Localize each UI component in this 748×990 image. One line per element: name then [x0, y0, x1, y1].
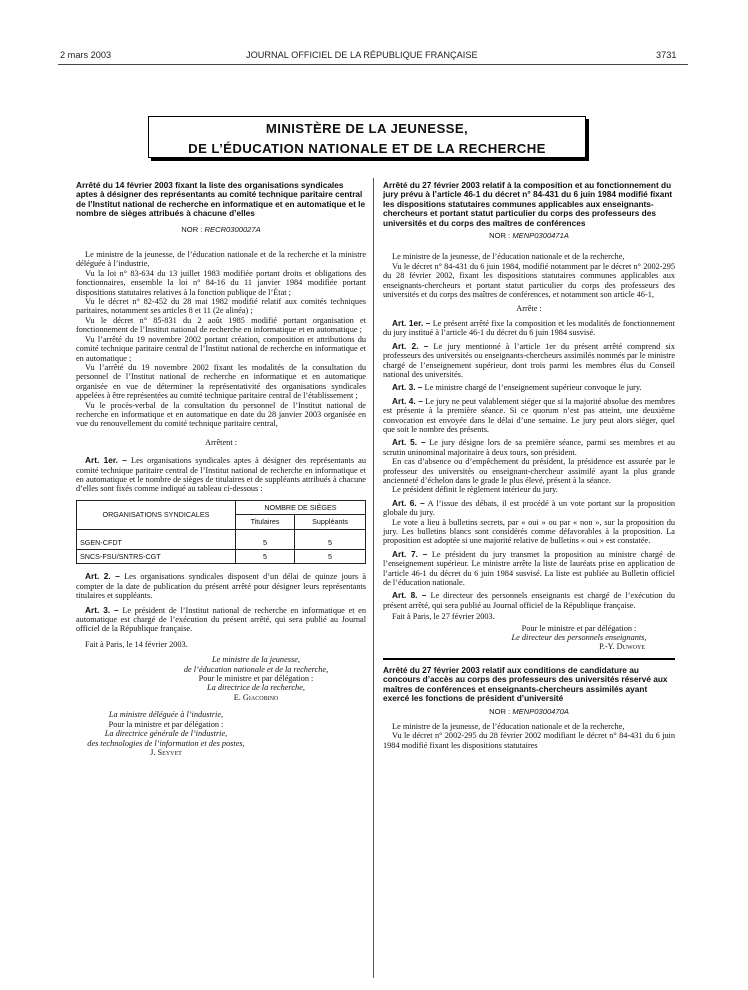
left-decree-title: Arrêté du 14 février 2003 fixant la liste des organisations syndicales aptes à désigner des représentants au comité technique paritaire central de l’Institut national de recherche en informatique et en automatique et le nombre de sièges attribués à chacune d’elles [76, 180, 366, 219]
table-header-titulaires: Titulaires [235, 515, 294, 529]
right-article-4 [383, 397, 675, 435]
right-para: Le vote a lieu à bulletins secrets, par « oui » ou par « non », sur la proposition du jury. Les bulletins blancs sont considérés comme défavorables à la proposition. La proposition est adoptée si une majorité relative de bulletins « oui » est constatée. [383, 517, 675, 546]
left-column [76, 181, 366, 757]
right-article-3 [383, 383, 675, 392]
signature-line: Pour la ministre et par délégation : [108, 719, 224, 729]
left-nor [76, 225, 366, 234]
table-row [77, 529, 366, 549]
nor-label: NOR : [181, 224, 203, 234]
signature-line: La ministre déléguée à l’industrie, [108, 710, 224, 720]
right-para: En cas d’absence ou d’empêchement du président, la présidence est assurée par le professeur des universités ou enseignant-chercheur assimilé ayant la plus grande ancienneté d’échelon dans le grade le plus élevé, présent à la séance. [383, 457, 675, 485]
header-page-number: 3731 [656, 50, 677, 60]
right-para: Vu le décret n° 84-431 du 6 juin 1984, modifié notamment par le décret n° 2002-295 du 28 février 2002, fixant les dispositions statutaires communes applicables aux enseignants-chercheurs et portant statut particulier du corps des professeurs des universités et du corps des maîtres de conférences, et notamment son article 46-1, [383, 261, 675, 300]
table-header-seats: NOMBRE DE SIÈGES [235, 500, 365, 514]
table-row [77, 550, 366, 564]
signature-line: Pour le ministre et par délégation : [521, 623, 637, 633]
arretent-heading: Arrêtent : [204, 437, 238, 447]
article-label: Art. 8. – [392, 590, 427, 601]
nor-label: NOR : [489, 231, 511, 241]
article-text: Le directeur des personnels enseignants est chargé de l’exécution du présent arrêté, qui sera publié au Journal officiel de la République française. [383, 591, 676, 610]
left-article-1 [76, 456, 366, 494]
right-decree-title-2: Arrêté du 27 février 2003 relatif aux conditions de candidature au concours d’accès au corps des professeurs des universités réservé aux maîtres de conférences et enseignants-chercheurs assimilés ayant exercé les fonctions de président d’université [383, 664, 668, 704]
article-text: Le présent arrêté fixe la composition et les modalités de fonctionnement du jury institué à l’article 46-1 du décret du 6 juin 1984 susvisé. [383, 318, 675, 338]
left-para: Vu l’arrêté du 19 novembre 2002 portant création, composition et attributions du comité technique paritaire central de l’Institut national de recherche en informatique et en automatique ; [76, 334, 366, 363]
article-label: Art. 7. – [392, 548, 428, 559]
left-para: Vu le décret n° 82-452 du 28 mai 1982 modifié relatif aux comités techniques paritaires, notamment ses articles 8 et 11 (2e alinéa) ; [76, 297, 366, 316]
right-para: Le ministre de la jeunesse, de l’éducation nationale et de la recherche, [392, 721, 625, 731]
table-cell-org: SNCS-FSU/SNTRS-CGT [77, 550, 236, 564]
seats-table [76, 500, 366, 565]
arrete-heading: Arrête : [516, 304, 542, 314]
signature-line: La directrice de la recherche, [207, 683, 305, 693]
right-para: Vu le décret n° 2002-295 du 28 février 2002 modifiant le décret n° 84-431 du 6 juin 1984 modifié fixant les dispositions statutaires [383, 731, 675, 750]
article-text: Le jury désigne lors de sa première séance, parmi ses membres et au scrutin uninominal majoritaire à deux tours, son président. [383, 438, 675, 457]
signature-line: La directrice générale de l’industrie, [104, 729, 228, 739]
left-para: Le ministre de la jeunesse, de l’éducation nationale et de la recherche et la ministre déléguée à l’industrie, [76, 250, 366, 269]
right-article-2 [383, 342, 675, 380]
signature-line: de l’éducation nationale et de la recherche, [183, 664, 329, 674]
right-signature-block [483, 624, 675, 652]
table-cell-suppleants: 5 [295, 529, 366, 549]
left-para: Vu le décret n° 85-831 du 2 août 1985 modifié portant organisation et fonctionnement de l’Institut national de recherche en informatique et en automatique ; [76, 315, 366, 335]
right-para: Le ministre de la jeunesse, de l’éducation nationale et de la recherche, [392, 252, 625, 262]
left-signature-block-1 [146, 655, 366, 702]
right-article-7 [383, 550, 675, 588]
article-text: Le président du jury transmet la proposition au ministre chargé de l’enseignement supérieur. Le ministre arrête la liste de lauréats prise en application de l’article 46-1 du décret du 6 juin 1984 susvisé. La liste est publiée au Bulletin officiel de l’éducation nationale. [383, 549, 676, 588]
article-text: Le jury mentionné à l’article 1er du présent arrêté comprend six professeurs des universités ou enseignants-chercheurs assimilés nommés par le ministre chargé de l’enseignement supérieur, dont trois parmi les membres élus du Conseil national des universités. [383, 341, 676, 379]
right-article-6 [383, 499, 675, 518]
signature-line: Le directeur des personnels enseignants, [511, 633, 647, 643]
signature-line: des technologies de l’information et des postes, [87, 738, 245, 748]
table-header-suppleants: Suppléants [295, 515, 366, 529]
right-nor [383, 231, 675, 240]
decree-separator-rule [383, 658, 675, 660]
signature-line: Le ministre de la jeunesse, [212, 655, 300, 665]
header-journal: JOURNAL OFFICIEL DE LA RÉPUBLIQUE FRANÇAISE [246, 50, 478, 60]
right-para: Le président définit le règlement intérieur du jury. [392, 485, 558, 495]
table-cell-suppleants: 5 [295, 550, 366, 564]
article-text: Les organisations syndicales disposent d’un délai de quinze jours à compter de la date de publication du présent arrêté pour désigner leurs représentants titulaires et suppléants. [76, 572, 367, 601]
article-label: Art. 5. – [392, 437, 426, 448]
nor-code: MENP0300470A [512, 706, 569, 716]
header-rule [58, 64, 688, 65]
article-text: Le jury ne peut valablement siéger que si la majorité absolue des membres est présente à la première séance. Si ce quorum n’est pas atteint, une deuxième convocation est envoyée dans le délai d’une semaine. Le jury peut alors siéger, quel que soit le nombre des présents. [383, 396, 675, 434]
signature-line: Pour le ministre et par délégation : [198, 674, 314, 684]
signature-name: P.-Y. Duwoye [599, 642, 645, 652]
article-text: Le président de l’Institut national de recherche en informatique et en automatique est chargé de l’exécution du présent arrêté, qui sera publié au Journal officiel de la République française. [76, 605, 367, 634]
article-label: Art. 2. – [85, 571, 120, 582]
left-article-2 [76, 572, 366, 600]
table-cell-titulaires: 5 [235, 529, 294, 549]
left-para: Vu la loi n° 83-634 du 13 juillet 1983 modifiée portant droits et obligations des fonctionnaires, ensemble la loi n° 84-16 du 11 janvier 1984 modifiée portant dispositions statutaires relatives à la fonction publique de l’État ; [76, 268, 366, 297]
left-article-3 [76, 606, 366, 634]
article-text: Le ministre chargé de l’enseignement supérieur convoque le jury. [424, 383, 642, 393]
right-decree-title: Arrêté du 27 février 2003 relatif à la composition et au fonctionnement du jury prévu à l’article 46-1 du décret n° 84-431 du 6 juin 1984 modifié fixant les dispositions statutaires communes applicables aux enseignants-chercheurs et portant statut particulier du corps des professeurs des universités et du corps des maîtres de conférences [383, 180, 673, 228]
left-fait: Fait à Paris, le 14 février 2003. [85, 639, 188, 649]
article-label: Art. 1er. – [85, 455, 127, 466]
article-label: Art. 3. – [85, 604, 119, 615]
column-separator [373, 178, 374, 978]
article-label: Art. 1er. – [392, 317, 431, 328]
table-header-organisations: ORGANISATIONS SYNDICALES [77, 500, 236, 529]
nor-code: RECR0300027A [204, 224, 261, 234]
ministry-line-2: DE L’ÉDUCATION NATIONALE ET DE LA RECHERCHE [188, 141, 546, 156]
table-cell-titulaires: 5 [235, 550, 294, 564]
article-label: Art. 3. – [392, 382, 423, 393]
right-fait: Fait à Paris, le 27 février 2003. [392, 612, 495, 622]
nor-code: MENP0300471A [512, 231, 569, 241]
article-label: Art. 6. – [392, 497, 425, 508]
nor-label: NOR : [489, 706, 511, 716]
table-cell-org: SGEN-CFDT [77, 529, 236, 549]
left-para: Vu le procès-verbal de la consultation du personnel de l’Institut national de recherche en informatique et en automatique en date du 28 janvier 2003 organisée en vue du renouvellement du comité technique paritaire central, [76, 400, 366, 429]
header-date: 2 mars 2003 [60, 50, 112, 60]
left-para: Vu l’arrêté du 19 novembre 2002 fixant les modalités de la consultation du personnel de l’Institut national de recherche en informatique et en automatique organisée en vue de déterminer la représentativité des organisations syndicales appelées à être représentées au comité technique paritaire central de l’établissement ; [76, 362, 366, 401]
right-article-8 [383, 591, 675, 610]
article-text: A l’issue des débats, il est procédé à un vote portant sur la proposition globale du jury. [383, 498, 676, 518]
article-label: Art. 2. – [392, 340, 429, 351]
left-signature-block-2 [76, 710, 256, 757]
article-text: Les organisations syndicales aptes à désigner des représentants au comité technique paritaire central de l’Institut national de recherche en informatique et en automatique et le nombre de sièges de titulaires et de suppléants attribués à chacune d’elles sont fixés comme indiqué au tableau ci-dessous : [76, 456, 366, 494]
right-nor-2 [383, 707, 675, 716]
signature-name: J. Seyvet [150, 747, 182, 757]
signature-name: E. Giacobino [233, 692, 279, 702]
ministry-box [148, 116, 586, 158]
right-article-1 [383, 319, 675, 338]
right-article-5 [383, 438, 675, 457]
right-column [383, 181, 675, 750]
ministry-line-1: MINISTÈRE DE LA JEUNESSE, [265, 121, 469, 136]
article-label: Art. 4. – [392, 395, 423, 406]
